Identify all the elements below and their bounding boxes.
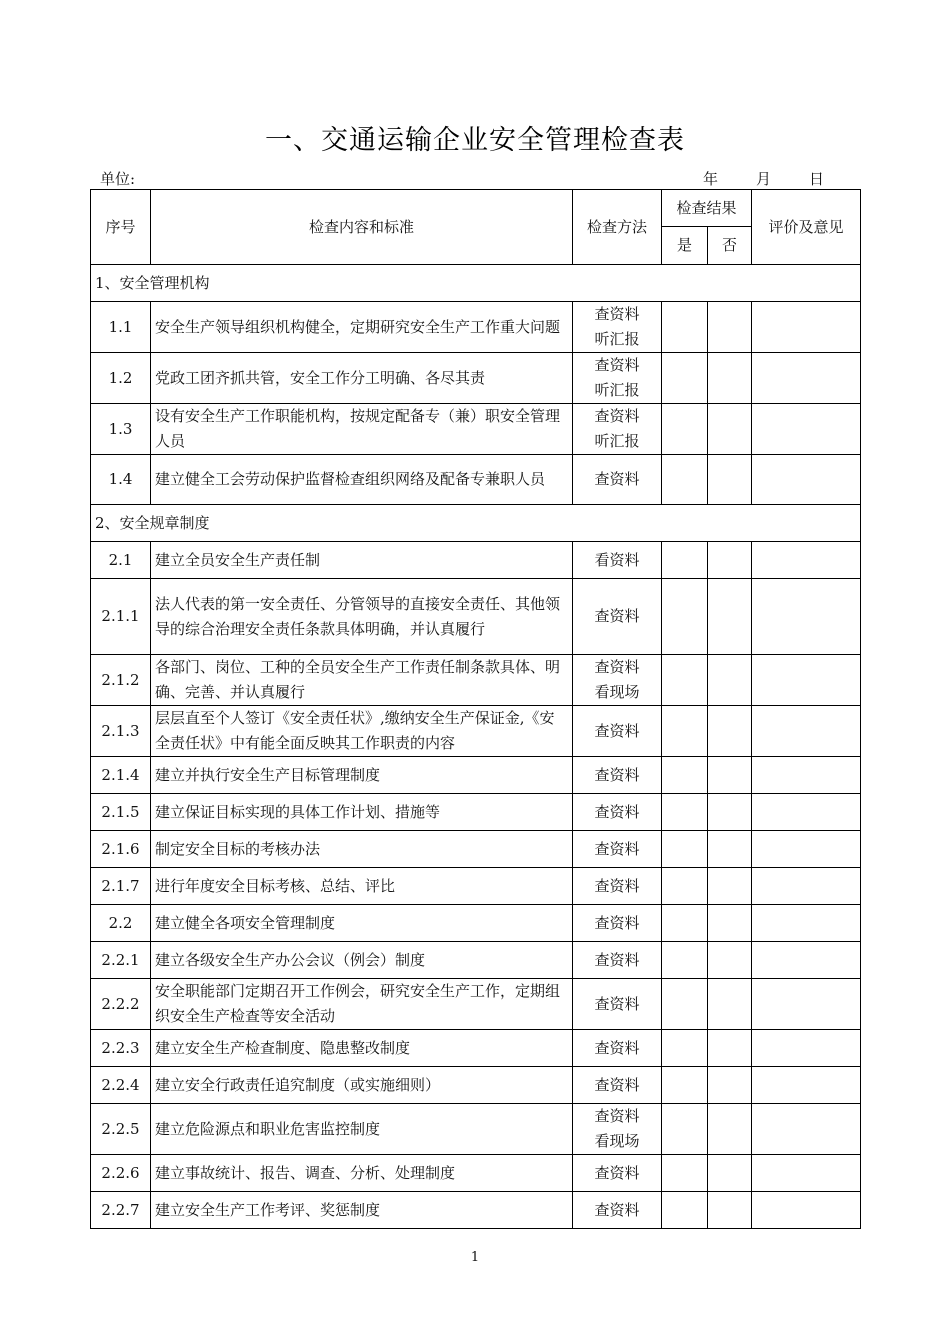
item-content: 制定安全目标的考核办法 xyxy=(151,831,573,868)
table-row xyxy=(91,655,861,706)
result-yes-cell[interactable] xyxy=(662,353,708,404)
item-number: 2.1.3 xyxy=(91,706,151,757)
inspection-table xyxy=(90,189,861,1229)
item-content: 法人代表的第一安全责任、分管领导的直接安全责任、其他领导的综合治理安全责任条款具体明确，并认真履行 xyxy=(151,579,573,655)
result-yes-cell[interactable] xyxy=(662,831,708,868)
item-number: 1.3 xyxy=(91,404,151,455)
header-method: 检查方法 xyxy=(573,190,662,265)
result-yes-cell[interactable] xyxy=(662,579,708,655)
evaluation-cell[interactable] xyxy=(752,905,861,942)
item-content: 设有安全生产工作职能机构，按规定配备专（兼）职安全管理人员 xyxy=(151,404,573,455)
section-title: 1、安全管理机构 xyxy=(91,265,861,302)
item-number: 2.1.7 xyxy=(91,868,151,905)
table-body xyxy=(91,265,861,1229)
section-title: 2、安全规章制度 xyxy=(91,505,861,542)
table-row xyxy=(91,302,861,353)
item-method: 查资料 xyxy=(573,757,662,794)
item-number: 2.1.4 xyxy=(91,757,151,794)
header-result: 检查结果 xyxy=(662,190,752,227)
evaluation-cell[interactable] xyxy=(752,757,861,794)
table-row xyxy=(91,868,861,905)
result-yes-cell[interactable] xyxy=(662,1104,708,1155)
result-yes-cell[interactable] xyxy=(662,404,708,455)
result-yes-cell[interactable] xyxy=(662,706,708,757)
item-content: 建立安全行政责任追究制度（或实施细则） xyxy=(151,1067,573,1104)
evaluation-cell[interactable] xyxy=(752,302,861,353)
item-content: 建立健全各项安全管理制度 xyxy=(151,905,573,942)
item-content: 建立全员安全生产责任制 xyxy=(151,542,573,579)
evaluation-cell[interactable] xyxy=(752,579,861,655)
item-number: 2.2.4 xyxy=(91,1067,151,1104)
result-no-cell[interactable] xyxy=(708,831,752,868)
evaluation-cell[interactable] xyxy=(752,1155,861,1192)
table-row xyxy=(91,1030,861,1067)
item-content: 党政工团齐抓共管，安全工作分工明确、各尽其责 xyxy=(151,353,573,404)
item-method: 查资料 xyxy=(573,831,662,868)
result-yes-cell[interactable] xyxy=(662,979,708,1030)
evaluation-cell[interactable] xyxy=(752,1104,861,1155)
result-no-cell[interactable] xyxy=(708,579,752,655)
item-number: 2.1 xyxy=(91,542,151,579)
item-method: 查资料 xyxy=(573,942,662,979)
table-row xyxy=(91,794,861,831)
result-no-cell[interactable] xyxy=(708,1104,752,1155)
result-no-cell[interactable] xyxy=(708,655,752,706)
result-no-cell[interactable] xyxy=(708,455,752,505)
header-no: 否 xyxy=(708,227,752,265)
item-content: 建立事故统计、报告、调查、分析、处理制度 xyxy=(151,1155,573,1192)
item-number: 2.2.5 xyxy=(91,1104,151,1155)
unit-label: 单位: xyxy=(100,170,136,188)
item-method: 查资料 听汇报 xyxy=(573,353,662,404)
result-no-cell[interactable] xyxy=(708,757,752,794)
result-yes-cell[interactable] xyxy=(662,1067,708,1104)
evaluation-cell[interactable] xyxy=(752,831,861,868)
result-no-cell[interactable] xyxy=(708,542,752,579)
item-number: 2.2.6 xyxy=(91,1155,151,1192)
table-row xyxy=(91,1104,861,1155)
item-number: 2.2 xyxy=(91,905,151,942)
header-evaluation: 评价及意见 xyxy=(752,190,861,265)
evaluation-cell[interactable] xyxy=(752,1192,861,1229)
item-number: 2.1.2 xyxy=(91,655,151,706)
section-row xyxy=(91,505,861,542)
result-no-cell[interactable] xyxy=(708,942,752,979)
item-number: 2.2.3 xyxy=(91,1030,151,1067)
item-method: 查资料 xyxy=(573,979,662,1030)
item-method: 查资料 xyxy=(573,1067,662,1104)
item-content: 进行年度安全目标考核、总结、评比 xyxy=(151,868,573,905)
result-yes-cell[interactable] xyxy=(662,794,708,831)
table-row xyxy=(91,353,861,404)
item-method: 查资料 xyxy=(573,706,662,757)
section-row xyxy=(91,265,861,302)
item-content: 建立安全生产工作考评、奖惩制度 xyxy=(151,1192,573,1229)
day-label: 日 xyxy=(809,170,825,188)
page-number: 1 xyxy=(470,1250,480,1265)
item-content: 建立危险源点和职业危害监控制度 xyxy=(151,1104,573,1155)
result-yes-cell[interactable] xyxy=(662,868,708,905)
evaluation-cell[interactable] xyxy=(752,942,861,979)
item-content: 建立保证目标实现的具体工作计划、措施等 xyxy=(151,794,573,831)
date-fields xyxy=(703,168,824,189)
evaluation-cell[interactable] xyxy=(752,706,861,757)
result-yes-cell[interactable] xyxy=(662,905,708,942)
evaluation-cell[interactable] xyxy=(752,404,861,455)
item-method: 查资料 xyxy=(573,794,662,831)
header-content: 检查内容和标准 xyxy=(151,190,573,265)
table-row xyxy=(91,1192,861,1229)
result-yes-cell[interactable] xyxy=(662,1155,708,1192)
item-number: 2.2.2 xyxy=(91,979,151,1030)
table-row xyxy=(91,905,861,942)
header-yes: 是 xyxy=(662,227,708,265)
result-no-cell[interactable] xyxy=(708,1067,752,1104)
item-content: 建立健全工会劳动保护监督检查组织网络及配备专兼职人员 xyxy=(151,455,573,505)
evaluation-cell[interactable] xyxy=(752,542,861,579)
item-number: 2.1.5 xyxy=(91,794,151,831)
result-no-cell[interactable] xyxy=(708,302,752,353)
table-row xyxy=(91,579,861,655)
item-content: 安全生产领导组织机构健全，定期研究安全生产工作重大问题 xyxy=(151,302,573,353)
item-content: 建立各级安全生产办公会议（例会）制度 xyxy=(151,942,573,979)
item-method: 查资料 xyxy=(573,455,662,505)
item-number: 1.2 xyxy=(91,353,151,404)
result-yes-cell[interactable] xyxy=(662,757,708,794)
result-yes-cell[interactable] xyxy=(662,455,708,505)
table-row xyxy=(91,455,861,505)
result-yes-cell[interactable] xyxy=(662,1192,708,1229)
table-row xyxy=(91,1067,861,1104)
item-number: 2.1.1 xyxy=(91,579,151,655)
item-method: 查资料 看现场 xyxy=(573,655,662,706)
result-no-cell[interactable] xyxy=(708,353,752,404)
item-content: 安全职能部门定期召开工作例会，研究安全生产工作，定期组织安全生产检查等安全活动 xyxy=(151,979,573,1030)
table-row xyxy=(91,979,861,1030)
result-yes-cell[interactable] xyxy=(662,302,708,353)
item-method: 查资料 xyxy=(573,1192,662,1229)
item-method: 查资料 听汇报 xyxy=(573,302,662,353)
header-seq: 序号 xyxy=(91,190,151,265)
result-no-cell[interactable] xyxy=(708,404,752,455)
evaluation-cell[interactable] xyxy=(752,868,861,905)
table-row xyxy=(91,831,861,868)
table-row xyxy=(91,942,861,979)
item-method: 查资料 xyxy=(573,905,662,942)
result-no-cell[interactable] xyxy=(708,868,752,905)
item-method: 查资料 听汇报 xyxy=(573,404,662,455)
month-label: 月 xyxy=(756,170,772,188)
result-yes-cell[interactable] xyxy=(662,1030,708,1067)
item-method: 看资料 xyxy=(573,542,662,579)
table-row xyxy=(91,757,861,794)
evaluation-cell[interactable] xyxy=(752,979,861,1030)
item-method: 查资料 xyxy=(573,1030,662,1067)
item-number: 2.2.7 xyxy=(91,1192,151,1229)
item-content: 建立安全生产检查制度、隐患整改制度 xyxy=(151,1030,573,1067)
table-row xyxy=(91,706,861,757)
item-content: 建立并执行安全生产目标管理制度 xyxy=(151,757,573,794)
table-row xyxy=(91,1155,861,1192)
result-yes-cell[interactable] xyxy=(662,942,708,979)
result-yes-cell[interactable] xyxy=(662,655,708,706)
item-number: 1.1 xyxy=(91,302,151,353)
item-method: 查资料 看现场 xyxy=(573,1104,662,1155)
item-number: 2.1.6 xyxy=(91,831,151,868)
item-content: 层层直至个人签订《安全责任状》,缴纳安全生产保证金,《安全责任状》中有能全面反映其工作职责的内容 xyxy=(151,706,573,757)
result-no-cell[interactable] xyxy=(708,1192,752,1229)
result-no-cell[interactable] xyxy=(708,706,752,757)
evaluation-cell[interactable] xyxy=(752,455,861,505)
evaluation-cell[interactable] xyxy=(752,353,861,404)
item-number: 2.2.1 xyxy=(91,942,151,979)
evaluation-cell[interactable] xyxy=(752,1030,861,1067)
page-title: 一、交通运输企业安全管理检查表 xyxy=(265,125,685,156)
item-method: 查资料 xyxy=(573,579,662,655)
result-yes-cell[interactable] xyxy=(662,542,708,579)
table-row xyxy=(91,542,861,579)
result-no-cell[interactable] xyxy=(708,905,752,942)
result-no-cell[interactable] xyxy=(708,979,752,1030)
result-no-cell[interactable] xyxy=(708,794,752,831)
item-number: 1.4 xyxy=(91,455,151,505)
evaluation-cell[interactable] xyxy=(752,655,861,706)
year-label: 年 xyxy=(703,170,719,188)
evaluation-cell[interactable] xyxy=(752,1067,861,1104)
item-content: 各部门、岗位、工种的全员安全生产工作责任制条款具体、明确、完善、并认真履行 xyxy=(151,655,573,706)
item-method: 查资料 xyxy=(573,868,662,905)
result-no-cell[interactable] xyxy=(708,1030,752,1067)
table-row xyxy=(91,404,861,455)
result-no-cell[interactable] xyxy=(708,1155,752,1192)
evaluation-cell[interactable] xyxy=(752,794,861,831)
item-method: 查资料 xyxy=(573,1155,662,1192)
